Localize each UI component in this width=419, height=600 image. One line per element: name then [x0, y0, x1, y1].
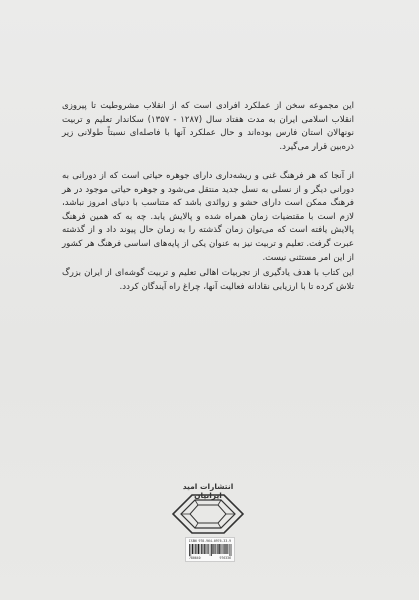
publisher-name: انتشارات امید ایرانیان [182, 482, 234, 500]
blurb-text: این کتاب با هدف یادگیری از تجربیات اهالی تعلیم و تربیت گوشه‌ای از ایران بزرگ تلاش کرده تا با ارزیابی نقادانه فعالیت آنها، چراغ راه آیندگان کردد. [62, 268, 354, 292]
blurb-paragraph-3 [62, 267, 354, 294]
barcode-icon [189, 544, 232, 556]
octagon-emblem-icon [172, 494, 244, 534]
blurb-paragraph-2 [62, 170, 354, 265]
barcode [185, 537, 235, 562]
blurb-text: این مجموعه سخن از عملکرد افرادی است که از انقلاب مشروطیت تا پیروزی انقلاب اسلامی ایران به مدت هفتاد سال (۱۲۸۷ - ۱۳۵۷) سکاندار تعلیم و تربیت نونهالان استان فارس بوده‌اند و حال عملکرد آنها با فاصله‌ای نسبتاً طولانی زیر ذره‌بین قرار می‌گیرد. [62, 101, 354, 152]
isbn-text: ISBN 978-964-0976-33-9 [188, 539, 232, 543]
barcode-right-number: 976336 [219, 556, 231, 560]
blurb-text: از آنجا که هر فرهنگ غنی و ریشه‌داری دارای جوهره حیاتی است که از دورانی به دورانی دیگر و از نسلی به نسل جدید منتقل می‌شود و جوهره حیاتی موجود در هر فرهنگ ممکن است دارای حشو و زوائدی باشد که متناسب با دنیای امروز نباشد، لازم است با مقتضیات زمان همراه شده و پالایش یابد. چه به که همین فرهنگ پالایش یافته است که می‌توان زمان گذشته را به زمان حال پیوند داد و از گذشته عبرت گرفت. تعلیم و تربیت نیز به عنوان یکی از پایه‌های اساسی فرهنگ هر کشور از این امر مستثنی نیست. [62, 171, 354, 263]
barcode-left-number: 780640 [189, 556, 201, 560]
blurb-paragraph-1 [62, 100, 354, 154]
